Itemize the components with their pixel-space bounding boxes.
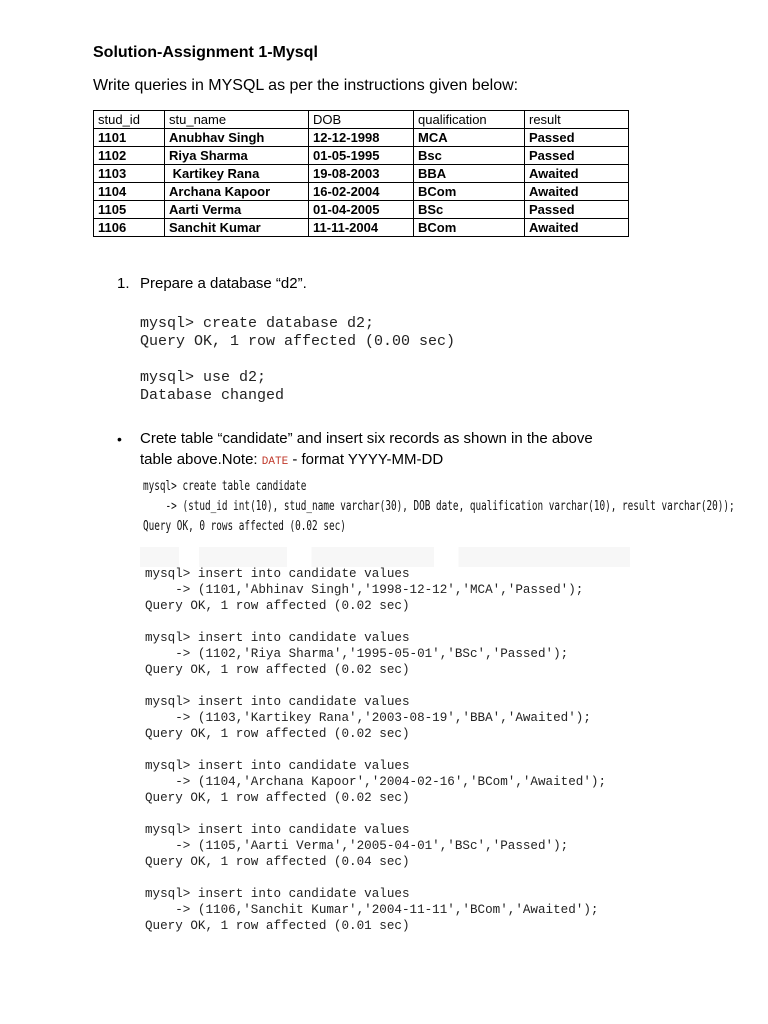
table-row	[94, 219, 629, 237]
data-cell: Awaited	[525, 165, 629, 183]
data-cell: Sanchit Kumar	[165, 219, 309, 237]
data-cell: BSc	[414, 201, 525, 219]
data-cell: Bsc	[414, 147, 525, 165]
code-line: -> (1105,'Aarti Verma','2005-04-01','BSc','Passed');	[145, 839, 569, 853]
code-line: Query OK, 1 row affected (0.00 sec)	[140, 333, 456, 350]
data-cell: 11-11-2004	[309, 219, 414, 237]
code-line: mysql> insert into candidate values	[145, 631, 410, 645]
data-cell: Awaited	[525, 219, 629, 237]
data-cell: 01-05-1995	[309, 147, 414, 165]
table-row	[94, 147, 629, 165]
code-line: -> (1101,'Abhinav Singh','1998-12-12','MCA','Passed');	[145, 583, 584, 597]
header-cell: stud_id	[94, 111, 165, 129]
data-cell: 1104	[94, 183, 165, 201]
code-line: Query OK, 1 row affected (0.04 sec)	[145, 855, 410, 869]
data-cell: 01-04-2005	[309, 201, 414, 219]
code-line: Query OK, 1 row affected (0.01 sec)	[145, 919, 410, 933]
date-type-tag: DATE	[261, 456, 289, 468]
table-row	[94, 129, 629, 147]
table-header-row	[94, 111, 629, 129]
code-line	[145, 742, 606, 758]
code-line	[145, 678, 606, 694]
code-line: mysql> use d2;	[140, 369, 267, 386]
code-line	[145, 806, 606, 822]
code-line	[145, 614, 606, 630]
header-cell: qualification	[414, 111, 525, 129]
code-line: Query OK, 1 row affected (0.02 sec)	[145, 727, 410, 741]
student-table	[93, 110, 629, 237]
code-line: -> (1103,'Kartikey Rana','2003-08-19','BBA','Awaited');	[145, 711, 591, 725]
data-cell: MCA	[414, 129, 525, 147]
code-line: -> (1104,'Archana Kapoor','2004-02-16','BCom','Awaited');	[145, 775, 607, 789]
code-line: mysql> create database d2;	[140, 315, 375, 332]
code-line: -> (1106,'Sanchit Kumar','2004-11-11','BCom','Awaited');	[145, 903, 599, 917]
step-1-number: 1.	[117, 275, 130, 292]
code-line: mysql> insert into candidate values	[145, 567, 410, 581]
data-cell: 1106	[94, 219, 165, 237]
insert-statements-code	[145, 566, 606, 934]
data-cell: Passed	[525, 147, 629, 165]
faint-artifact	[140, 547, 630, 567]
data-cell: Awaited	[525, 183, 629, 201]
note-prefix: table above.Note:	[140, 451, 262, 468]
code-line: Query OK, 1 row affected (0.02 sec)	[145, 663, 410, 677]
bullet-icon: •	[117, 431, 122, 447]
code-line	[145, 870, 606, 886]
page-title: Solution-Assignment 1-Mysql	[93, 44, 318, 61]
data-cell: Riya Sharma	[165, 147, 309, 165]
intro-text: Write queries in MYSQL as per the instructions given below:	[93, 77, 519, 94]
code-line: Query OK, 0 rows affected (0.02 sec)	[143, 519, 346, 534]
data-cell: Anubhav Singh	[165, 129, 309, 147]
data-cell: Kartikey Rana	[165, 165, 309, 183]
data-cell: 12-12-1998	[309, 129, 414, 147]
data-cell: 1102	[94, 147, 165, 165]
data-cell: BCom	[414, 183, 525, 201]
data-cell: 16-02-2004	[309, 183, 414, 201]
step-1-instruction: Prepare a database “d2”.	[140, 275, 307, 292]
code-line: -> (1102,'Riya Sharma','1995-05-01','BSc','Passed');	[145, 647, 569, 661]
data-cell: Archana Kapoor	[165, 183, 309, 201]
data-cell: BBA	[414, 165, 525, 183]
header-cell: result	[525, 111, 629, 129]
code-line: mysql> insert into candidate values	[145, 695, 410, 709]
header-cell: DOB	[309, 111, 414, 129]
code-line: mysql> insert into candidate values	[145, 887, 410, 901]
create-table-code	[143, 477, 735, 537]
create-database-code	[140, 315, 455, 405]
code-line: mysql> insert into candidate values	[145, 759, 410, 773]
code-line	[140, 351, 455, 369]
table-row	[94, 183, 629, 201]
data-cell: Passed	[525, 201, 629, 219]
code-line: mysql> create table candidate	[143, 479, 307, 494]
note-suffix: - format YYYY-MM-DD	[288, 451, 444, 468]
data-cell: Aarti Verma	[165, 201, 309, 219]
table-row	[94, 201, 629, 219]
code-line: Query OK, 1 row affected (0.02 sec)	[145, 599, 410, 613]
code-line: -> (stud_id int(10), stud_name varchar(30), DOB date, qualification varchar(10), result varchar(20));	[143, 499, 735, 514]
data-cell: 1103	[94, 165, 165, 183]
code-line: Database changed	[140, 387, 285, 404]
code-line: mysql> insert into candidate values	[145, 823, 410, 837]
code-line: Query OK, 1 row affected (0.02 sec)	[145, 791, 410, 805]
data-cell: 1105	[94, 201, 165, 219]
step-2-instruction-line1: Crete table “candidate” and insert six records as shown in the above	[140, 430, 593, 447]
table-row	[94, 165, 629, 183]
step-2-instruction-line2	[140, 451, 443, 468]
header-cell: stu_name	[165, 111, 309, 129]
data-cell: BCom	[414, 219, 525, 237]
data-cell: 19-08-2003	[309, 165, 414, 183]
data-cell: 1101	[94, 129, 165, 147]
data-cell: Passed	[525, 129, 629, 147]
